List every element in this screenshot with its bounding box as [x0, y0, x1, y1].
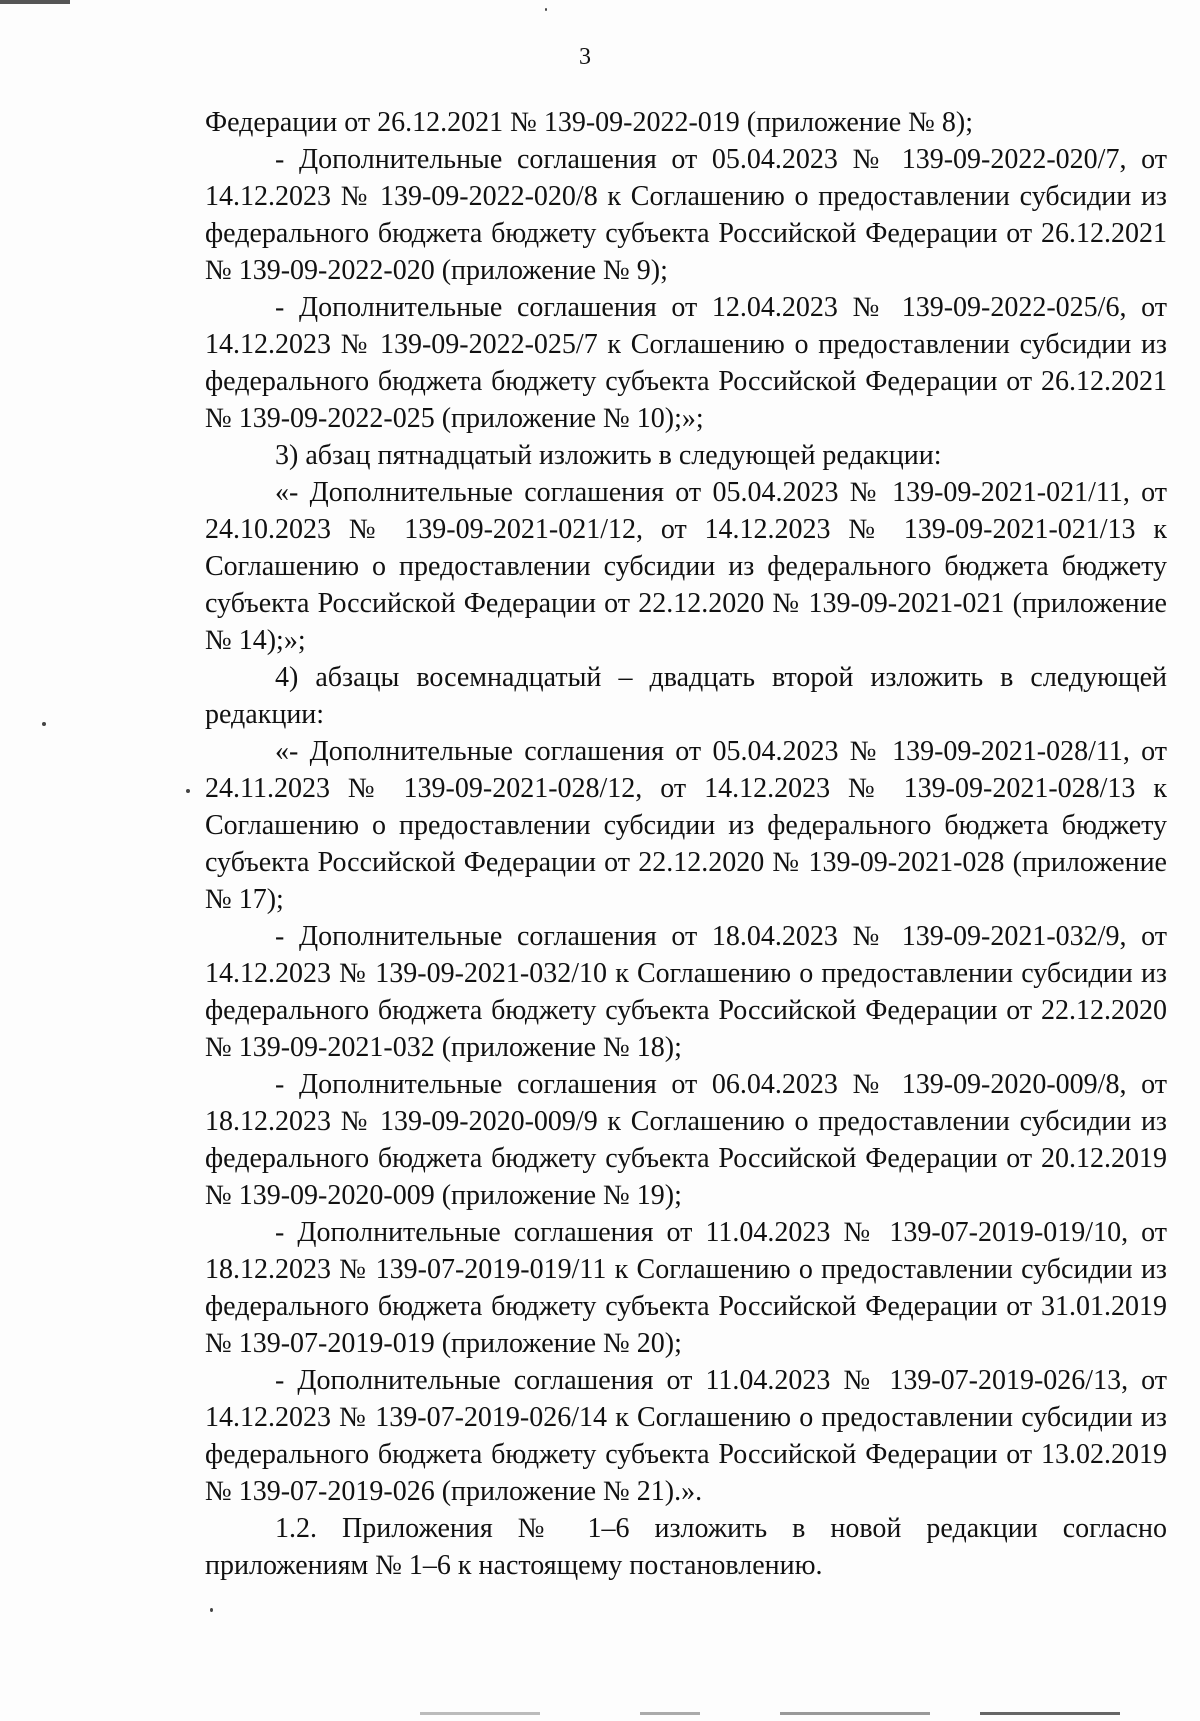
paragraph: «- Дополнительные соглашения от 05.04.2023 № 139-09-2021-021/11, от 24.10.2023 № 139-09-2021-021/12, от 14.12.2023 № 139-09-2021-021/13 к Соглашению о предоставлении субсидии из федерального бюджета бюджету субъекта Российской Федерации от 22.12.2020 № 139-09-2021-021 (приложение № 14);»; [205, 477, 1167, 656]
scan-speck [186, 789, 190, 793]
paragraph: - Дополнительные соглашения от 12.04.2023 № 139-09-2022-025/6, от 14.12.2023 № 139-09-2022-025/7 к Соглашению о предоставлении субсидии из федерального бюджета бюджету субъекта Российской Федерации от 26.12.2021 № 139-09-2022-025 (приложение № 10);»; [205, 292, 1167, 434]
paragraph: Федерации от 26.12.2021 № 139-09-2022-019 (приложение № 8); [205, 107, 973, 138]
paragraph: - Дополнительные соглашения от 11.04.2023 № 139-07-2019-026/13, от 14.12.2023 № 139-07-2019-026/14 к Соглашению о предоставлении субсидии из федерального бюджета бюджету субъекта Российской Федерации от 13.02.2019 № 139-07-2019-026 (приложение № 21).». [205, 1365, 1167, 1507]
scan-noise [780, 1712, 930, 1715]
paragraph: 4) абзацы восемнадцатый – двадцать второй изложить в следующей редакции: [205, 662, 1167, 730]
scan-noise [980, 1712, 1120, 1715]
scan-mark [0, 0, 70, 4]
paragraph: - Дополнительные соглашения от 06.04.2023 № 139-09-2020-009/8, от 18.12.2023 № 139-09-2020-009/9 к Соглашению о предоставлении субсидии из федерального бюджета бюджету субъекта Российской Федерации от 20.12.2019 № 139-09-2020-009 (приложение № 19); [205, 1069, 1167, 1211]
scan-speck [210, 1608, 213, 1612]
scan-noise [640, 1712, 700, 1715]
paragraph: - Дополнительные соглашения от 18.04.2023 № 139-09-2021-032/9, от 14.12.2023 № 139-09-2021-032/10 к Соглашению о предоставлении субсидии из федерального бюджета бюджету субъекта Российской Федерации от 22.12.2020 № 139-09-2021-032 (приложение № 18); [205, 921, 1167, 1063]
scan-speck [42, 722, 46, 726]
scan-speck [545, 8, 547, 11]
paragraph: 1.2. Приложения № 1–6 изложить в новой редакции согласно приложениям № 1–6 к настоящему постановлению. [205, 1513, 1167, 1581]
document-body [205, 104, 1167, 1584]
paragraph: - Дополнительные соглашения от 11.04.2023 № 139-07-2019-019/10, от 18.12.2023 № 139-07-2019-019/11 к Соглашению о предоставлении субсидии из федерального бюджета бюджету субъекта Российской Федерации от 31.01.2019 № 139-07-2019-019 (приложение № 20); [205, 1217, 1167, 1359]
paragraph: «- Дополнительные соглашения от 05.04.2023 № 139-09-2021-028/11, от 24.11.2023 № 139-09-2021-028/12, от 14.12.2023 № 139-09-2021-028/13 к Соглашению о предоставлении субсидии из федерального бюджета бюджету субъекта Российской Федерации от 22.12.2020 № 139-09-2021-028 (приложение № 17); [205, 736, 1167, 915]
scan-noise [420, 1712, 540, 1715]
page-number: 3 [579, 44, 591, 70]
paragraph: - Дополнительные соглашения от 05.04.2023 № 139-09-2022-020/7, от 14.12.2023 № 139-09-2022-020/8 к Соглашению о предоставлении субсидии из федерального бюджета бюджету субъекта Российской Федерации от 26.12.2021 № 139-09-2022-020 (приложение № 9); [205, 144, 1167, 286]
paragraph: 3) абзац пятнадцатый изложить в следующей редакции: [275, 440, 942, 471]
